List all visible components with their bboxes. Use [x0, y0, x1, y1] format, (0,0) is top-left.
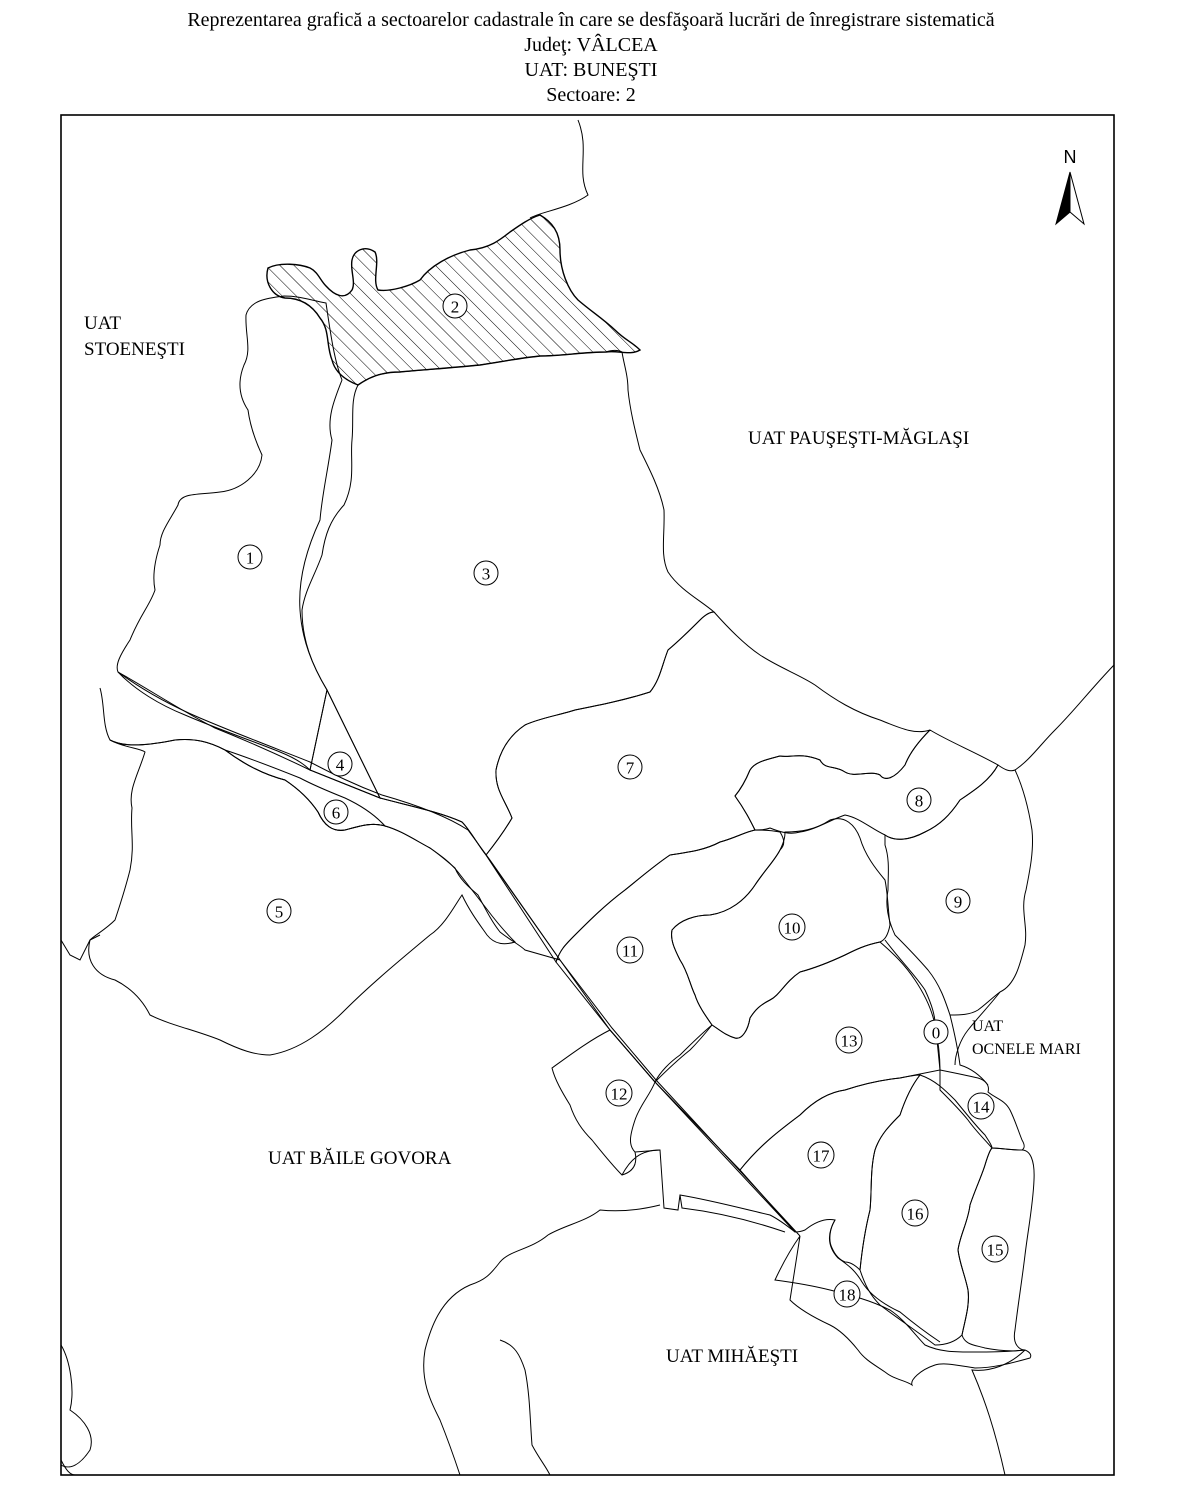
sector-marker-13 — [836, 1027, 862, 1053]
boundary-stoenesti-govora — [61, 935, 100, 960]
north-arrow-label: N — [1063, 147, 1077, 167]
sector-marker-5 — [267, 899, 291, 923]
sector-5-area — [89, 739, 515, 1055]
sector-marker-7 — [618, 755, 642, 779]
sector-marker-14 — [968, 1093, 994, 1119]
sector-marker-17 — [808, 1142, 834, 1168]
sector-number: 2 — [450, 297, 460, 317]
sector-number: 11 — [621, 941, 639, 961]
sector-marker-8 — [907, 788, 931, 812]
boundary-govora-mihaesti — [424, 1205, 660, 1475]
neighbor-mihaesti-label: UAT MIHĂEŞTI — [666, 1346, 799, 1367]
sector-marker-18 — [834, 1281, 860, 1307]
neighbor-baile-govora-label: UAT BĂILE GOVORA — [268, 1148, 452, 1169]
neighbor-ocnele-mari-label: UAT OCNELE MARI — [972, 1018, 1081, 1058]
sector-number: 16 — [906, 1204, 924, 1224]
boundary-north-river — [530, 120, 588, 218]
sector-number: 17 — [812, 1146, 830, 1166]
sector-4-area — [310, 690, 380, 798]
sector-number: 18 — [838, 1285, 856, 1305]
sector-marker-11 — [617, 937, 643, 963]
uat-line: UAT: BUNEŞTI — [524, 59, 658, 81]
sector-marker-3 — [474, 561, 498, 585]
sector-number: 1 — [245, 548, 255, 568]
boundary-mihaesti-west — [500, 1340, 550, 1475]
sector-marker-6 — [324, 800, 348, 824]
county-line: Judeţ: VÂLCEA — [524, 34, 658, 56]
north-arrow — [1056, 147, 1084, 224]
river-strip-lower — [118, 672, 795, 1232]
sector-number: 0 — [931, 1023, 941, 1043]
sector-7-area — [486, 612, 930, 962]
strip-lower-1 — [635, 1150, 795, 1232]
sector-0-line — [885, 940, 940, 1070]
sector-number: 7 — [625, 758, 635, 778]
sector-number: 4 — [335, 755, 345, 775]
sector-marker-16 — [902, 1200, 928, 1226]
sector-number: 12 — [610, 1084, 628, 1104]
sector-marker-2 — [443, 294, 467, 318]
govora-link — [622, 1150, 660, 1175]
sector-marker-1 — [238, 545, 262, 569]
map-title: Reprezentarea grafică a sectoarelor cadastrale în care se desfăşoară lucrări de înregistrare sistematică — [187, 9, 995, 31]
sector-number: 6 — [331, 803, 341, 823]
boundary-south-west-2 — [61, 1460, 75, 1475]
sector-marker-4 — [328, 752, 352, 776]
sector-number: 13 — [840, 1031, 858, 1051]
sector-number: 3 — [481, 564, 491, 584]
river-line-3 — [118, 672, 800, 1236]
boundary-northeast — [1015, 665, 1114, 770]
river-strip-upper — [100, 688, 560, 960]
sector-number: 15 — [986, 1240, 1004, 1260]
sector-13-area — [655, 942, 940, 1170]
sector-marker-0 — [924, 1020, 948, 1044]
sector-number: 10 — [783, 918, 801, 938]
sector-number: 14 — [972, 1097, 990, 1117]
boundary-southwest — [61, 1345, 91, 1467]
sector-marker-15 — [982, 1236, 1008, 1262]
sector-number: 5 — [274, 902, 284, 922]
sector-number: 8 — [914, 791, 924, 811]
boundary-mihaesti-east — [972, 1350, 1025, 1475]
neighbor-pausesti-label: UAT PAUŞEŞTI-MĂGLAŞI — [748, 428, 970, 449]
sector-marker-9 — [946, 889, 970, 913]
sector-3-area — [302, 351, 714, 856]
sector-number: 9 — [953, 892, 963, 912]
sector-marker-12 — [606, 1080, 632, 1106]
sector-11-area — [556, 830, 784, 1082]
sectors-line: Sectoare: 2 — [546, 84, 636, 106]
sector-marker-10 — [779, 914, 805, 940]
strip-lower-2 — [680, 1195, 785, 1232]
sector-8-area — [735, 730, 998, 839]
sector-12-area — [552, 1030, 655, 1175]
neighbor-stoenesti-label: UAT STOENEŞTI — [84, 313, 185, 360]
sector-1-area — [117, 296, 342, 770]
